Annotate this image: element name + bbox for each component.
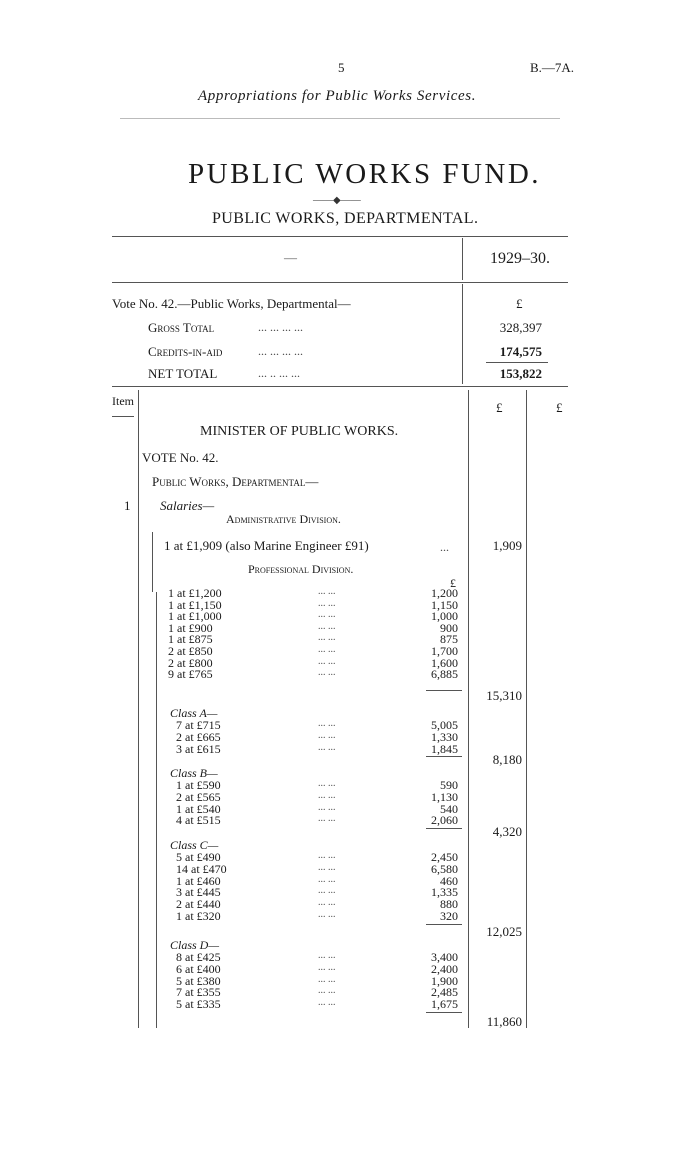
- header-rule: [120, 118, 560, 119]
- class-c-row-dots: ... ...: [318, 850, 336, 861]
- class-b-row-dots: ... ...: [318, 789, 336, 801]
- professional-row-amount: 900: [440, 620, 458, 635]
- class-a-label: Class A—: [170, 706, 218, 720]
- professional-row-dots: ... ...: [318, 667, 336, 679]
- professional-row-dots: ... ...: [318, 632, 336, 644]
- class-d-row-amount: 2,485: [431, 985, 458, 1000]
- class-c-row-label: 3 at £445: [176, 885, 221, 900]
- summary-header-rule: [112, 282, 568, 283]
- professional-row-amount: 1,200: [431, 586, 458, 600]
- class-c-row-dots: ... ...: [318, 873, 336, 885]
- subtotal-column-divider: [526, 390, 527, 1028]
- class-d-row-dots: ... ...: [318, 997, 336, 1009]
- class-c-row-amount: 6,580: [431, 861, 458, 876]
- item-label-rule: [112, 416, 134, 417]
- professional-row-label: 9 at £765: [168, 667, 213, 682]
- minister-heading: MINISTER OF PUBLIC WORKS.: [200, 424, 399, 439]
- salaries-bracket-line: [152, 532, 153, 592]
- summary-dash: —: [284, 250, 297, 265]
- professional-row-amount: 6,885: [431, 667, 458, 682]
- vote-label: Vote No. 42.—Public Works, Departmental—: [112, 296, 351, 311]
- professional-currency: £: [450, 576, 456, 590]
- summary-currency: £: [516, 296, 523, 311]
- class-d-row-dots: ... ...: [318, 961, 336, 973]
- vote-number: VOTE No. 42.: [142, 450, 219, 465]
- professional-total: 15,310: [486, 688, 522, 703]
- class-a-row-label: 3 at £615: [176, 741, 221, 756]
- class-d-row-amount: 3,400: [431, 950, 458, 964]
- class-c-row-label: 1 at £320: [176, 909, 221, 923]
- class-c-row-dots: ... ...: [318, 909, 336, 920]
- professional-row-label: 2 at £850: [168, 644, 213, 658]
- class-d-row-dots: ... ...: [318, 950, 336, 961]
- class-c-row-label: 1 at £460: [176, 873, 221, 888]
- class-c-row-amount: 2,450: [431, 850, 458, 864]
- class-a-row-label: 2 at £665: [176, 729, 221, 744]
- class-d-row-dots: ... ...: [318, 973, 336, 985]
- item-column-divider: [138, 390, 139, 1028]
- detail-currency-1: £: [496, 400, 503, 415]
- class-d-row-amount: 1,675: [431, 997, 458, 1012]
- credits-in-aid-dots: ... ... ... ...: [258, 344, 303, 358]
- class-c-subtotal-rule: [426, 924, 462, 925]
- class-c-row-amount: 320: [440, 909, 458, 923]
- class-c-row-label: 2 at £440: [176, 897, 221, 912]
- salaries-label: Salaries—: [160, 498, 215, 513]
- professional-row-dots: ... ...: [318, 586, 336, 597]
- gross-total-label: Gross Total: [148, 320, 215, 335]
- department-title: PUBLIC WORKS, DEPARTMENTAL.: [212, 210, 479, 227]
- class-b-label: Class B—: [170, 766, 218, 780]
- net-total-value: 153,822: [499, 366, 542, 381]
- class-d-row-amount: 2,400: [431, 961, 458, 976]
- professional-row-dots: ... ...: [318, 609, 336, 621]
- running-title: Appropriations for Public Works Services.: [198, 88, 477, 104]
- class-a-row-amount: 1,330: [431, 729, 458, 744]
- credits-rule: [486, 362, 548, 363]
- professional-row-dots: ... ...: [318, 655, 336, 667]
- professional-row-amount: 875: [440, 632, 458, 647]
- class-b-row-dots: ... ...: [318, 801, 336, 813]
- class-b-row-amount: 590: [440, 778, 458, 792]
- professional-row-label: 2 at £800: [168, 655, 213, 670]
- admin-total: 1,909: [492, 538, 522, 553]
- gross-total-dots: ... ... ... ...: [258, 320, 303, 334]
- subhead-label: Public Works, Departmental—: [152, 474, 319, 489]
- professional-row-amount: 1,150: [431, 597, 458, 612]
- detail-bracket-line: [156, 592, 157, 1028]
- net-total-label: NET TOTAL: [148, 366, 218, 381]
- class-a-row-dots: ... ...: [318, 729, 336, 741]
- item-column-label: Item: [112, 394, 134, 408]
- class-d-row-label: 7 at £355: [176, 985, 221, 1000]
- class-b-row-amount: 2,060: [431, 813, 458, 828]
- professional-row-amount: 1,700: [431, 644, 458, 658]
- class-b-total: 4,320: [492, 824, 522, 839]
- class-c-row-dots: ... ...: [318, 897, 336, 909]
- class-b-row-dots: ... ...: [318, 813, 336, 825]
- summary-year: 1929–30.: [490, 250, 550, 267]
- summary-divider: [462, 284, 463, 384]
- item-number: 1: [124, 498, 131, 513]
- summary-bottom-rule: [112, 386, 568, 387]
- class-c-row-amount: 460: [440, 873, 458, 888]
- class-a-row-amount: 1,845: [431, 741, 458, 756]
- document-reference: B.—7A.: [530, 60, 575, 75]
- class-a-total: 8,180: [492, 752, 522, 767]
- detail-currency-2: £: [556, 400, 563, 415]
- admin-salary-line: 1 at £1,909 (also Marine Engineer £91): [164, 538, 369, 553]
- professional-row-label: 1 at £875: [168, 632, 213, 647]
- class-c-total: 12,025: [486, 924, 522, 939]
- class-d-total: 11,860: [486, 1014, 522, 1029]
- class-c-label: Class C—: [170, 838, 219, 852]
- class-b-subtotal-rule: [426, 828, 462, 829]
- page-number: 5: [338, 60, 345, 75]
- class-a-row-dots: ... ...: [318, 718, 336, 729]
- class-b-row-label: 2 at £565: [176, 789, 221, 804]
- gross-total-value: 328,397: [499, 320, 542, 335]
- class-d-label: Class D—: [170, 938, 220, 952]
- class-c-row-dots: ... ...: [318, 861, 336, 873]
- credits-in-aid-value: 174,575: [499, 344, 542, 359]
- professional-row-label: 1 at £1,200: [168, 586, 222, 600]
- class-a-subtotal-rule: [426, 756, 462, 757]
- professional-row-label: 1 at £1,150: [168, 597, 222, 612]
- class-d-row-dots: ... ...: [318, 985, 336, 997]
- amount-column-divider: [468, 390, 469, 1028]
- class-b-row-label: 1 at £590: [176, 778, 221, 792]
- professional-row-amount: 1,000: [431, 609, 458, 624]
- class-c-row-label: 5 at £490: [176, 850, 221, 864]
- class-b-row-label: 4 at £515: [176, 813, 221, 828]
- class-a-row-amount: 5,005: [431, 718, 458, 732]
- summary-top-rule: [112, 236, 568, 237]
- fund-title: PUBLIC WORKS FUND.: [188, 158, 542, 190]
- class-b-row-label: 1 at £540: [176, 801, 221, 816]
- class-c-row-amount: 1,335: [431, 885, 458, 900]
- summary-header-divider: [462, 238, 463, 280]
- class-a-row-dots: ... ...: [318, 741, 336, 753]
- class-d-row-label: 5 at £380: [176, 973, 221, 988]
- administrative-division-heading: Administrative Division.: [226, 512, 341, 526]
- professional-row-amount: 1,600: [431, 655, 458, 670]
- class-d-row-amount: 1,900: [431, 973, 458, 988]
- class-b-row-dots: ... ...: [318, 778, 336, 789]
- professional-division-heading: Professional Division.: [248, 562, 354, 576]
- professional-row-label: 1 at £1,000: [168, 609, 222, 624]
- professional-row-dots: ... ...: [318, 597, 336, 609]
- professional-row-label: 1 at £900: [168, 620, 213, 635]
- professional-row-dots: ... ...: [318, 644, 336, 655]
- class-c-row-dots: ... ...: [318, 885, 336, 897]
- class-d-subtotal-rule: [426, 1012, 462, 1013]
- professional-row-dots: ... ...: [318, 620, 336, 632]
- class-a-row-label: 7 at £715: [176, 718, 221, 732]
- net-total-dots: ... .. ... ...: [258, 366, 300, 380]
- class-b-row-amount: 1,130: [431, 789, 458, 804]
- class-d-row-label: 8 at £425: [176, 950, 221, 964]
- class-c-row-label: 14 at £470: [176, 861, 227, 876]
- credits-in-aid-label: Credits-in-aid: [148, 344, 223, 359]
- class-d-row-label: 6 at £400: [176, 961, 221, 976]
- class-b-row-amount: 540: [440, 801, 458, 816]
- class-c-row-amount: 880: [440, 897, 458, 912]
- admin-dots: ...: [440, 540, 449, 554]
- title-ornament: ——◆——: [313, 195, 361, 206]
- professional-subtotal-rule: [426, 690, 462, 691]
- class-d-row-label: 5 at £335: [176, 997, 221, 1012]
